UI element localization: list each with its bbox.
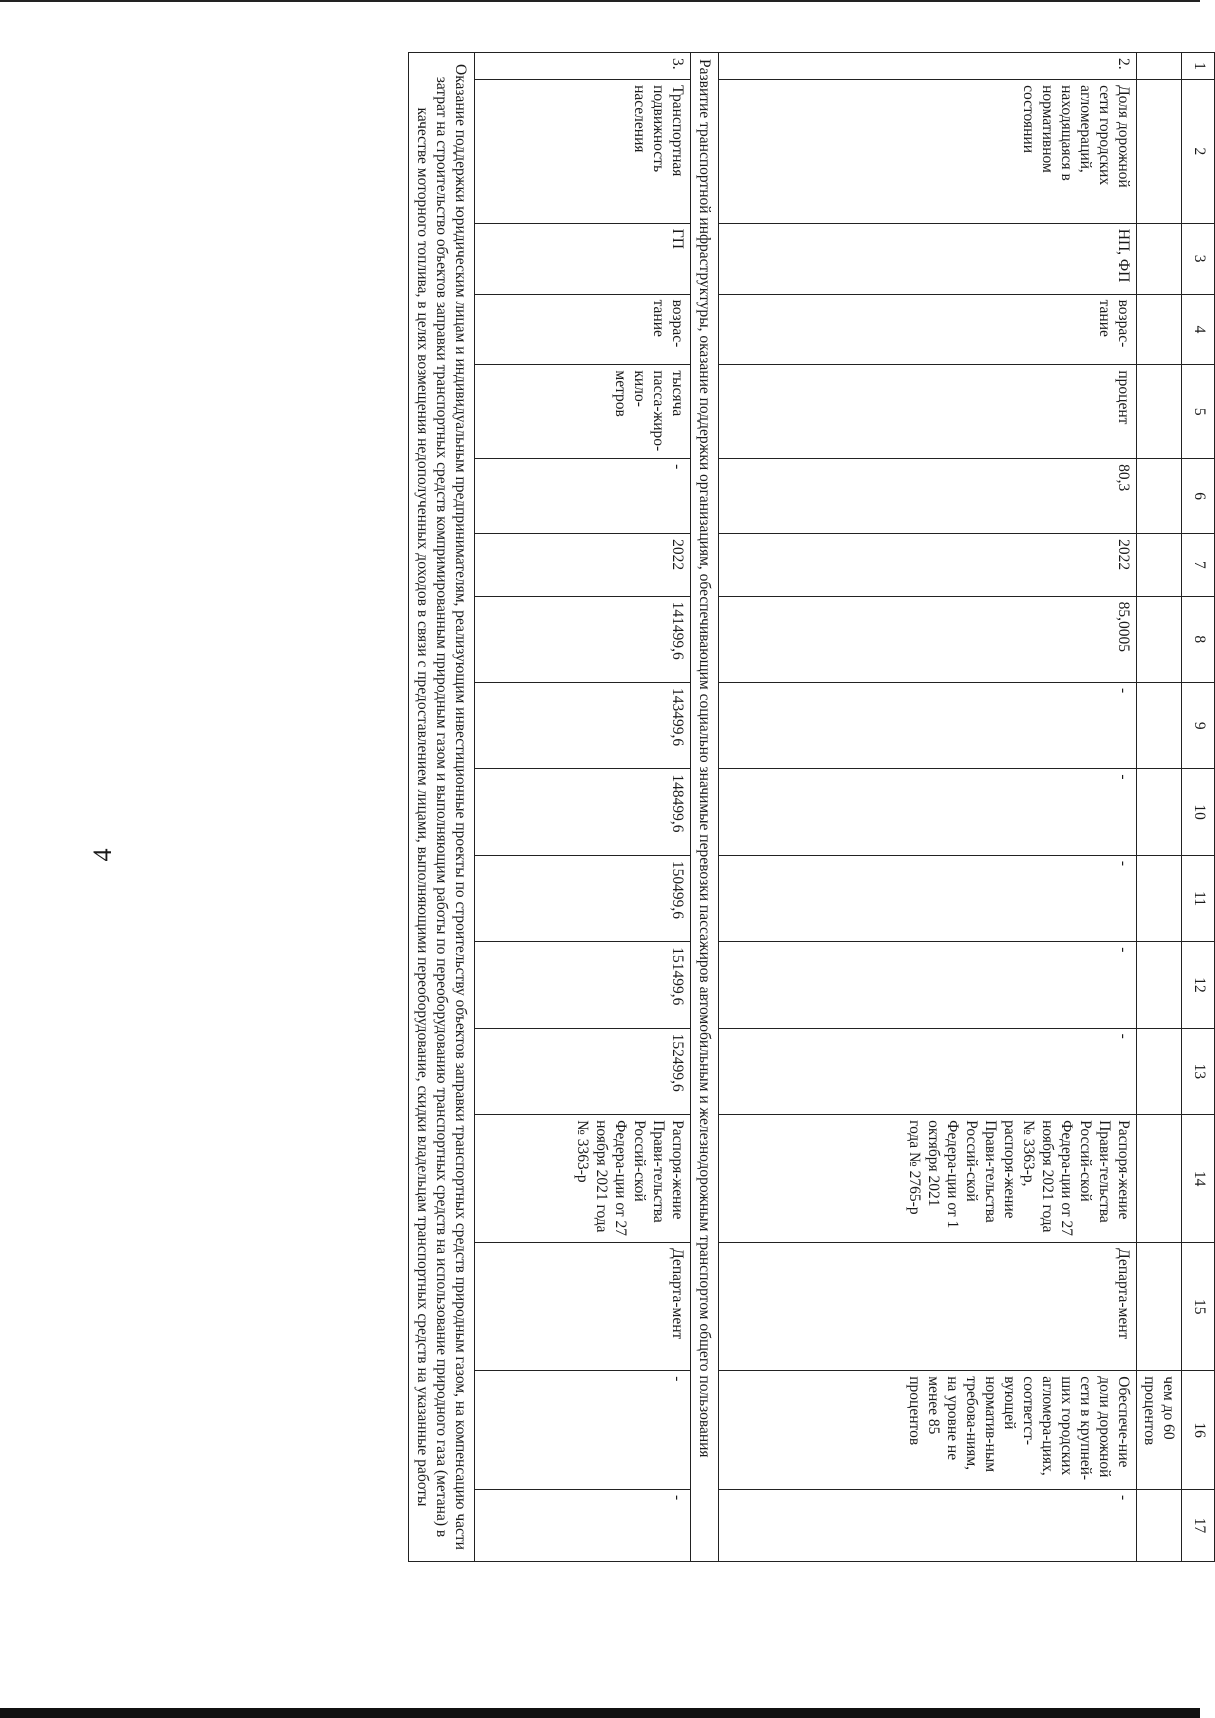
indicator-direction: возрас-тание bbox=[475, 294, 691, 365]
col-header: 7 bbox=[1182, 534, 1215, 596]
base-value: - bbox=[475, 459, 691, 534]
value-cell: - bbox=[719, 682, 1137, 768]
continuation-row bbox=[1137, 53, 1182, 1562]
value-cell: - bbox=[719, 769, 1137, 855]
col-header: 13 bbox=[1182, 1028, 1215, 1114]
col-header: 4 bbox=[1182, 294, 1215, 365]
bottom-scan-border bbox=[0, 1708, 1200, 1718]
col-header: 9 bbox=[1182, 682, 1215, 768]
value-cell: 85,0005 bbox=[719, 596, 1137, 682]
indicator-name: Доля дорожной сети городских агломераций, находящаяся в нормативном состоянии bbox=[719, 80, 1137, 224]
value-cell: - bbox=[719, 942, 1137, 1028]
row-number: 2. bbox=[719, 53, 1137, 80]
value-cell: 151499,6 bbox=[475, 942, 691, 1028]
col-header: 8 bbox=[1182, 596, 1215, 682]
indicator-link: - bbox=[475, 1371, 691, 1490]
document-reference: Распоря-жение Прави-тельства Россий-ской Федера-ции от 27 ноября 2021 года № 3363-р bbox=[475, 1115, 691, 1243]
value-cell: 141499,6 bbox=[475, 596, 691, 682]
table-row bbox=[475, 53, 691, 1562]
row-number: 3. bbox=[475, 53, 691, 80]
indicator-name: Транспортная подвижность населения bbox=[475, 80, 691, 224]
col-header: 17 bbox=[1182, 1489, 1215, 1561]
value-cell: 152499,6 bbox=[475, 1028, 691, 1114]
value-cell: - bbox=[719, 1028, 1137, 1114]
indicator-type: НП, ФП bbox=[719, 223, 1137, 294]
unit-of-measure: процент bbox=[719, 365, 1137, 459]
indicator-direction: возрас-тание bbox=[719, 294, 1137, 365]
responsible-body: Департа-мент bbox=[719, 1243, 1137, 1371]
indicators-table bbox=[408, 52, 1215, 1562]
col-header: 14 bbox=[1182, 1115, 1215, 1243]
table-row bbox=[719, 53, 1137, 1562]
col-header: 16 bbox=[1182, 1371, 1215, 1490]
section-title: Оказание поддержки юридическим лицам и индивидуальным предпринимателям, реализующим инвестиционные проекты по строительству объектов заправки транспортных средств природным газом, на компенсацию части затрат на строительство объектов заправки транспортных средств компримированным природным газом и выполняющим работы по переоборудованию транспортных средств на использование природного газа (метана) в качестве моторного топлива, в целях возмещения недополученных доходов в связи с предоставлением лицами, выполняющими переоборудование, скидки владельцам транспортных средств на указанные работы bbox=[409, 53, 475, 1562]
indicator-link: Обеспече-ние доли дорожной сети в крупней-ших городских агломера-циях, соответст-вующей норматив-ным требова-ниям, на уровне не менее 85 процентов bbox=[719, 1371, 1137, 1490]
col-header: 15 bbox=[1182, 1243, 1215, 1371]
col-header: 3 bbox=[1182, 223, 1215, 294]
col-header: 2 bbox=[1182, 80, 1215, 224]
info-system: - bbox=[719, 1489, 1137, 1561]
value-cell: 148499,6 bbox=[475, 769, 691, 855]
document-reference: Распоря-жение Прави-тельства Россий-ской Федера-ции от 27 ноября 2021 года № 3363-р, распоря-жение Прави-тельства Россий-ской Федера-ции от 1 октября 2021 года № 2765-р bbox=[719, 1115, 1137, 1243]
value-cell: 150499,6 bbox=[475, 855, 691, 941]
section-title: Развитие транспортной инфраструктуры, оказание поддержки организациям, обеспечивающим социально значимые перевозки пассажиров автомобильным и железнодорожным транспортом общего пользования bbox=[691, 53, 719, 1562]
col-header: 6 bbox=[1182, 459, 1215, 534]
responsible-body: Департа-мент bbox=[475, 1243, 691, 1371]
column-number-row bbox=[1182, 53, 1215, 1562]
rotated-table-container bbox=[215, 52, 1215, 1562]
base-year: 2022 bbox=[475, 534, 691, 596]
col-header: 5 bbox=[1182, 365, 1215, 459]
info-system: - bbox=[475, 1489, 691, 1561]
col-header: 12 bbox=[1182, 942, 1215, 1028]
top-border-line bbox=[0, 0, 1200, 2]
col-header: 1 bbox=[1182, 53, 1215, 80]
section-row bbox=[409, 53, 475, 1562]
section-row bbox=[691, 53, 719, 1562]
base-year: 2022 bbox=[719, 534, 1137, 596]
col-header: 11 bbox=[1182, 855, 1215, 941]
base-value: 80,3 bbox=[719, 459, 1137, 534]
col-header: 10 bbox=[1182, 769, 1215, 855]
value-cell: - bbox=[719, 855, 1137, 941]
value-cell: 143499,6 bbox=[475, 682, 691, 768]
indicator-type: ГП bbox=[475, 223, 691, 294]
continuation-text: чем до 60 процентов bbox=[1137, 1371, 1182, 1490]
unit-of-measure: тысяча пасса-жиро-кило-метров bbox=[475, 365, 691, 459]
page-number: 4 bbox=[88, 848, 117, 862]
